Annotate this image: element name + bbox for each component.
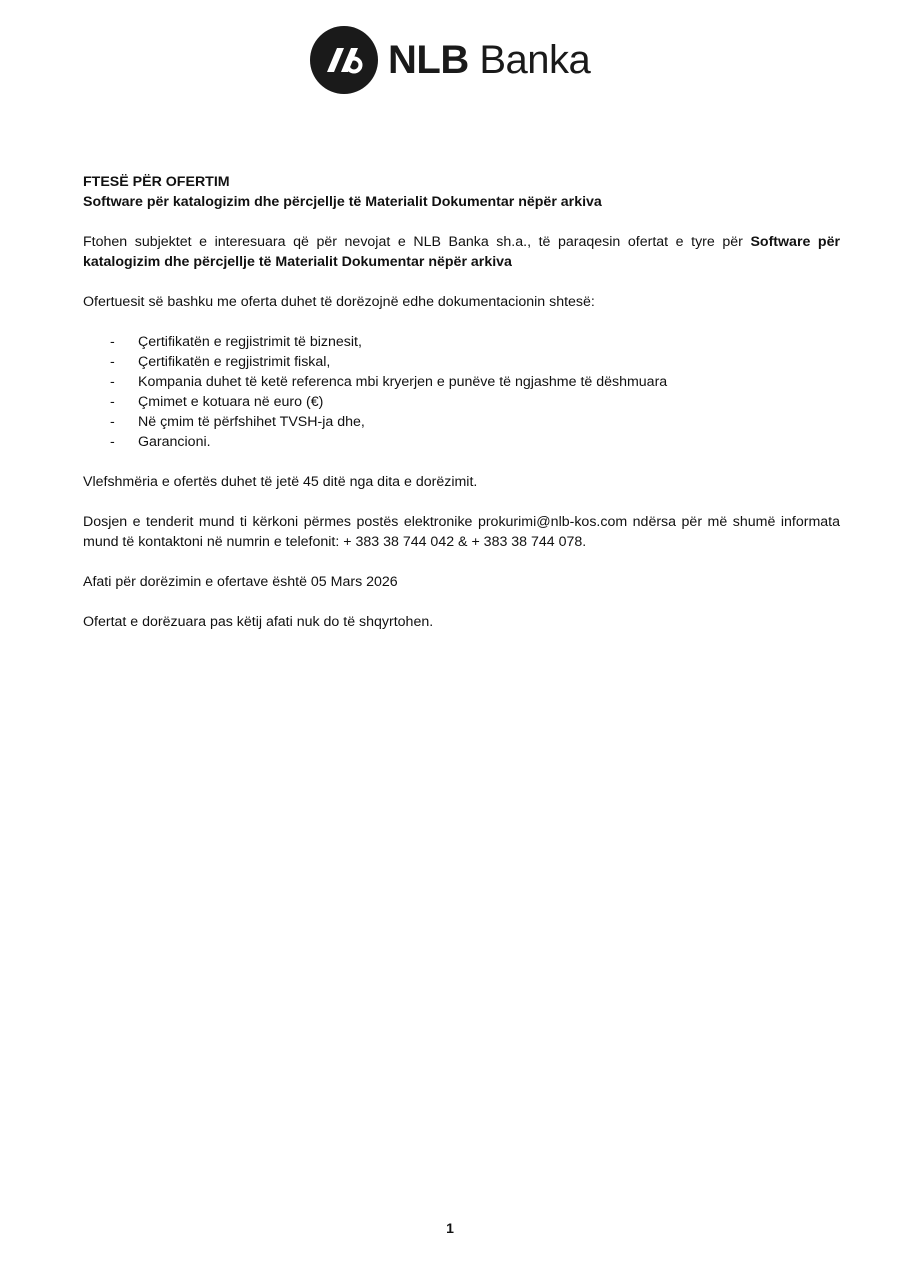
list-item: - Çertifikatën e regjistrimit fiskal, [83, 352, 840, 372]
requirements-list [83, 332, 840, 452]
logo-brand-regular: Banka [479, 37, 591, 82]
intro-bold-subject: Software për katalogizim dhe përcjellje të Materialit Dokumentar nëpër arkiva [83, 234, 841, 270]
intro-text: Ftohen subjektet e interesuara që për nevojat e NLB Banka sh.a., të paraqesin ofertat e tyre për [83, 234, 751, 250]
list-item: - Kompania duhet të ketë referenca mbi kryerjen e punëve të ngjashme të dëshmuara [83, 372, 840, 392]
contact-paragraph: Dosjen e tenderit mund ti kërkoni përmes postës elektronike prokurimi@nlb-kos.com ndërsa për më shumë informata mund të kontaktoni në numrin e telefonit: + 383 38 744 042 & + 383 38 744 078. [83, 514, 840, 550]
validity-paragraph: Vlefshmëria e ofertës duhet të jetë 45 ditë nga dita e dorëzimit. [83, 474, 478, 490]
deadline-paragraph: Afati për dorëzimin e ofertave është 05 Mars 2026 [83, 574, 398, 590]
document-subtitle: Software për katalogizim dhe përcjellje të Materialit Dokumentar nëpër arkiva [83, 194, 602, 210]
logo-wordmark [388, 38, 590, 83]
document-body [83, 172, 840, 632]
late-notice-paragraph: Ofertat e dorëzuara pas këtij afati nuk do të shqyrtohen. [83, 614, 434, 630]
list-item: - Çmimet e kotuara në euro (€) [83, 392, 840, 412]
nlb-banka-logo [310, 26, 590, 94]
page-number: 1 [446, 1220, 454, 1236]
nlb-logo-icon [310, 26, 378, 94]
logo-brand-bold: NLB [388, 37, 469, 82]
list-item: - Çertifikatën e regjistrimit të biznesit, [83, 332, 840, 352]
intro-paragraph [83, 232, 840, 272]
documentation-intro: Ofertuesit së bashku me oferta duhet të dorëzojnë edhe dokumentacionin shtesë: [83, 294, 595, 310]
list-item: - Garancioni. [83, 432, 840, 452]
document-title: FTESË PËR OFERTIM [83, 174, 230, 190]
list-item: - Në çmim të përfshihet TVSH-ja dhe, [83, 412, 840, 432]
